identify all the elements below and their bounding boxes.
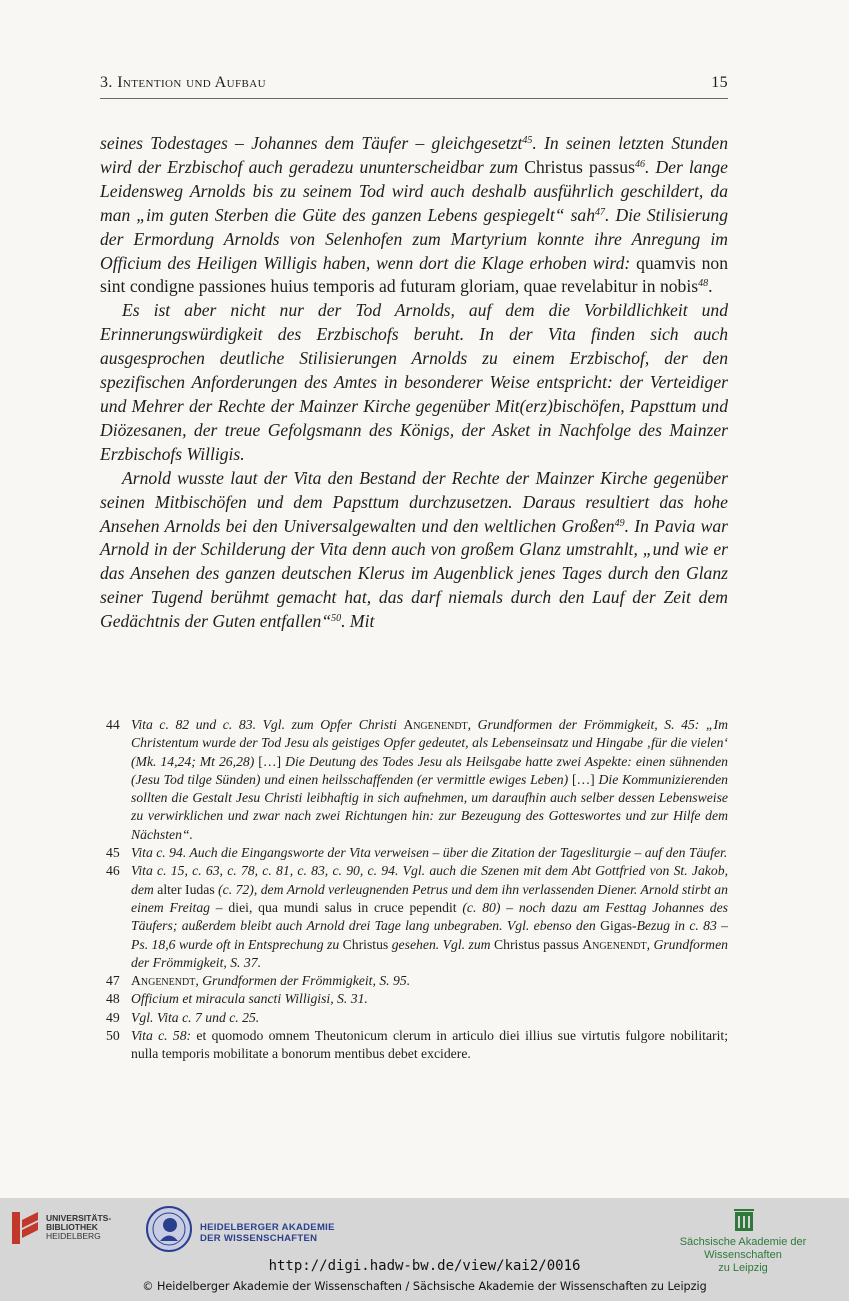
footnote-number: 48 [106, 991, 120, 1007]
ub-line3: HEIDELBERG [46, 1231, 101, 1241]
academy-seal-icon [146, 1206, 192, 1252]
permalink-url[interactable]: http://digi.hadw-bw.de/view/kai2/0016 [268, 1258, 581, 1274]
footnote-ref[interactable]: 46 [634, 158, 645, 170]
running-header [100, 72, 728, 99]
ub-logo-icon [10, 1208, 42, 1246]
text-run: Die Deutung des Todes Jesu als Heilsgabe hatte zwei Aspekte: einen sühnenden (Jesu Tod tilge Sünden) und einen heilsschaffenden (er vermittle ewiges Leben) [131, 753, 729, 787]
paragraph [100, 467, 728, 634]
text-run: , Grundformen der Frömmigkeit, S. 37. [131, 936, 728, 970]
footnote-ref[interactable]: 47 [595, 206, 606, 218]
ub-heidelberg-logo[interactable] [10, 1208, 130, 1248]
saw-line2: zu Leipzig [718, 1262, 768, 1274]
text-run: Gigas [600, 918, 633, 934]
footnote-number: 46 [106, 863, 120, 879]
text-run: Officium et miracula sancti Willigisi, S. 31. [131, 991, 368, 1007]
text-run: Vita c. 94. Auch die Eingangsworte der Vita verweisen – über die Zitation der Tagesliturgie – auf den Täufer. [131, 845, 728, 861]
text-run: . In seinen letzten Stunden wird der Erzbischof auch geradezu ununterscheidbar zum [100, 133, 729, 177]
text-run: -Bezug in c. 83 – Ps. 18,6 wurde oft in Entsprechung zu [131, 918, 728, 952]
footnote-ref[interactable]: 48 [698, 278, 709, 290]
footnote-number: 47 [106, 973, 120, 989]
text-run: Vgl. Vita c. 7 und c. 25. [131, 1009, 260, 1025]
footnote-48 [100, 990, 728, 1008]
text-run: Vita c. 82 und c. 83. Vgl. zum Opfer Christi [131, 717, 404, 732]
paragraph [100, 132, 728, 299]
footnote-ref[interactable]: 50 [331, 613, 342, 625]
text-run: Christus passus [524, 156, 635, 177]
text-run: . Die Stilisierung der Ermordung Arnolds von Selenhofen zum Martyrium konnte ihre Anregung im Officium des Heiligen Willigis haben, wenn dort die Klage erhoben wird: [100, 204, 728, 273]
text-run: Es ist aber nicht nur der Tod Arnolds, auf dem die Vorbildlichkeit und Erinnerungswürdigkeit des Erzbischofs beruht. In der Vita finden sich auch ausgesprochen deutliche Stilisierungen Arnolds zu einem Erzbischof, der den spezifischen Anforderungen des Amtes in besonderer Weise entspricht: der Verteidiger und Mehrer der Rechte der Mainzer Kirche gegenüber Mit(erz)bischöfen, Papsttum und Diözesanen, der treue Gefolgsmann des Königs, der Asket in Nachfolge des Mainzer Erzbischofs Willigis. [100, 300, 728, 464]
main-text [100, 132, 728, 634]
text-run: . [708, 276, 713, 297]
text-run: . In Pavia war Arnold in der Schilderung der Vita denn auch von großem Glanz umstrahlt, „und wie er das Ansehen des ganzen deutschen Klerus im Augenblick jenes Tages durch den Glanz seiner Tugend berühmt gemacht hat, das darf niemals durch den Lauf der Zeit dem Gedächtnis der Guten entfallen“ [100, 515, 728, 632]
footnote-46 [100, 862, 728, 972]
text-run: Christus passus [494, 936, 583, 952]
text-run: Christus [342, 936, 392, 952]
text-run: (c. 80) – noch dazu am Festtag Johannes des Täufers; außerdem bleibt auch Arnold drei Tage lang unbegraben. Vgl. ebenso den [131, 899, 728, 934]
text-run: Arnold wusste laut der Vita den Bestand der Rechte der Mainzer Kirche gegenüber seinen Mitbischöfen und dem Papsttum durchzusetzen. Daraus resultiert das hohe Ansehen Arnolds bei den Universalgewalten und den weltlichen Großen [100, 467, 728, 536]
saw-building-icon [734, 1208, 754, 1232]
footnote-number: 49 [106, 1009, 120, 1025]
text-run: Angenendt [582, 936, 647, 952]
hadw-line2: DER WISSENSCHAFTEN [200, 1233, 318, 1244]
footnote-number: 45 [106, 845, 120, 861]
text-run: Angenendt [403, 717, 468, 732]
text-run: Angenendt [131, 973, 196, 989]
text-run: alter Iudas [157, 881, 219, 897]
footnote-ref[interactable]: 45 [522, 135, 533, 146]
text-run: , Grundformen der Frömmigkeit, S. 45: „Im Christentum wurde der Tod Jesu als geistiges Opfer gedeutet, als Lebenseinsatz und Hingabe ‚für die vielen‘ (Mk. 14,24; Mt 26,28) [131, 717, 728, 769]
paragraph [100, 299, 728, 466]
text-run: , Grundformen der Frömmigkeit, S. 95. [195, 973, 411, 989]
text-run: Vita c. 58: [131, 1028, 197, 1044]
footnotes [100, 716, 728, 1064]
text-run: seines Todestages – Johannes dem Täufer – gleichgesetzt [100, 133, 523, 153]
footnote-45 [100, 844, 728, 862]
ub-line1: UNIVERSITÄTS- [46, 1213, 112, 1223]
footnote-50 [100, 1027, 728, 1064]
text-run: […] [571, 771, 599, 787]
footnote-49 [100, 1009, 728, 1027]
copyright-text: © Heidelberger Akademie der Wissenschaften / Sächsische Akademie der Wissenschaften zu Leipzig [142, 1280, 707, 1293]
ub-line2: BIBLIOTHEK [46, 1222, 98, 1232]
footnote-ref[interactable]: 49 [614, 517, 625, 529]
text-run: quamvis non sint condigne passiones huius temporis ad futuram gloriam, quae revelabitur in nobis [100, 252, 728, 297]
text-run: diei, qua mundi salus in cruce pependit [228, 899, 463, 915]
text-run: . Mit [341, 611, 375, 632]
hadw-logo[interactable] [146, 1206, 386, 1254]
hadw-logo-text [200, 1222, 335, 1244]
ub-logo-text [46, 1214, 111, 1241]
text-run: gesehen. Vgl. zum [391, 936, 495, 952]
hadw-line1: HEIDELBERGER AKADEMIE [200, 1222, 335, 1233]
footnote-number: 44 [106, 717, 120, 732]
text-run: Die Kommunizierenden sollten die Gestalt Jesu Christi leibhaftig in sich aufnehmen, um daraufhin auch selber dessen Lebensweise zu verwirklichen und zwar nach zwei Richtungen hin: zur Bezeugung des Gotteswortes und zur Hilfe dem Nächsten“. [131, 771, 729, 842]
footnote-number: 50 [106, 1028, 120, 1044]
text-run: […] [258, 753, 286, 769]
text-run: et quomodo omnem Theutonicum clerum in articulo diei illius sue virtutis fulgore nobilitarit; nulla temporis mobilitate a bonorum mentibus debet excidere. [131, 1028, 728, 1062]
saw-line1: Sächsische Akademie der Wissenschaften [679, 1236, 807, 1261]
page-number: 15 [711, 74, 728, 91]
footer-bar [0, 1198, 849, 1301]
text-run: . Der lange Leidensweg Arnolds bis zu seinem Tod wird auch deshalb ausführlich geschildert, da man „im guten Sterben die Güte des ganzen Lebens gespiegelt“ sah [100, 156, 728, 225]
footnote-44 [100, 716, 728, 844]
section-title: 3. Intention und Aufbau [100, 74, 266, 91]
text-run: (c. 72), dem Arnold verleugnenden Petrus und dem ihn verlassenden Diener. Arnold stirbt an einem Freitag – [131, 881, 728, 915]
footnote-47 [100, 972, 728, 990]
text-run: Vita c. 15, c. 63, c. 78, c. 81, c. 83, c. 90, c. 94. Vgl. auch die Szenen mit dem Abt Gottfried von St. Jakob, dem [131, 863, 728, 897]
